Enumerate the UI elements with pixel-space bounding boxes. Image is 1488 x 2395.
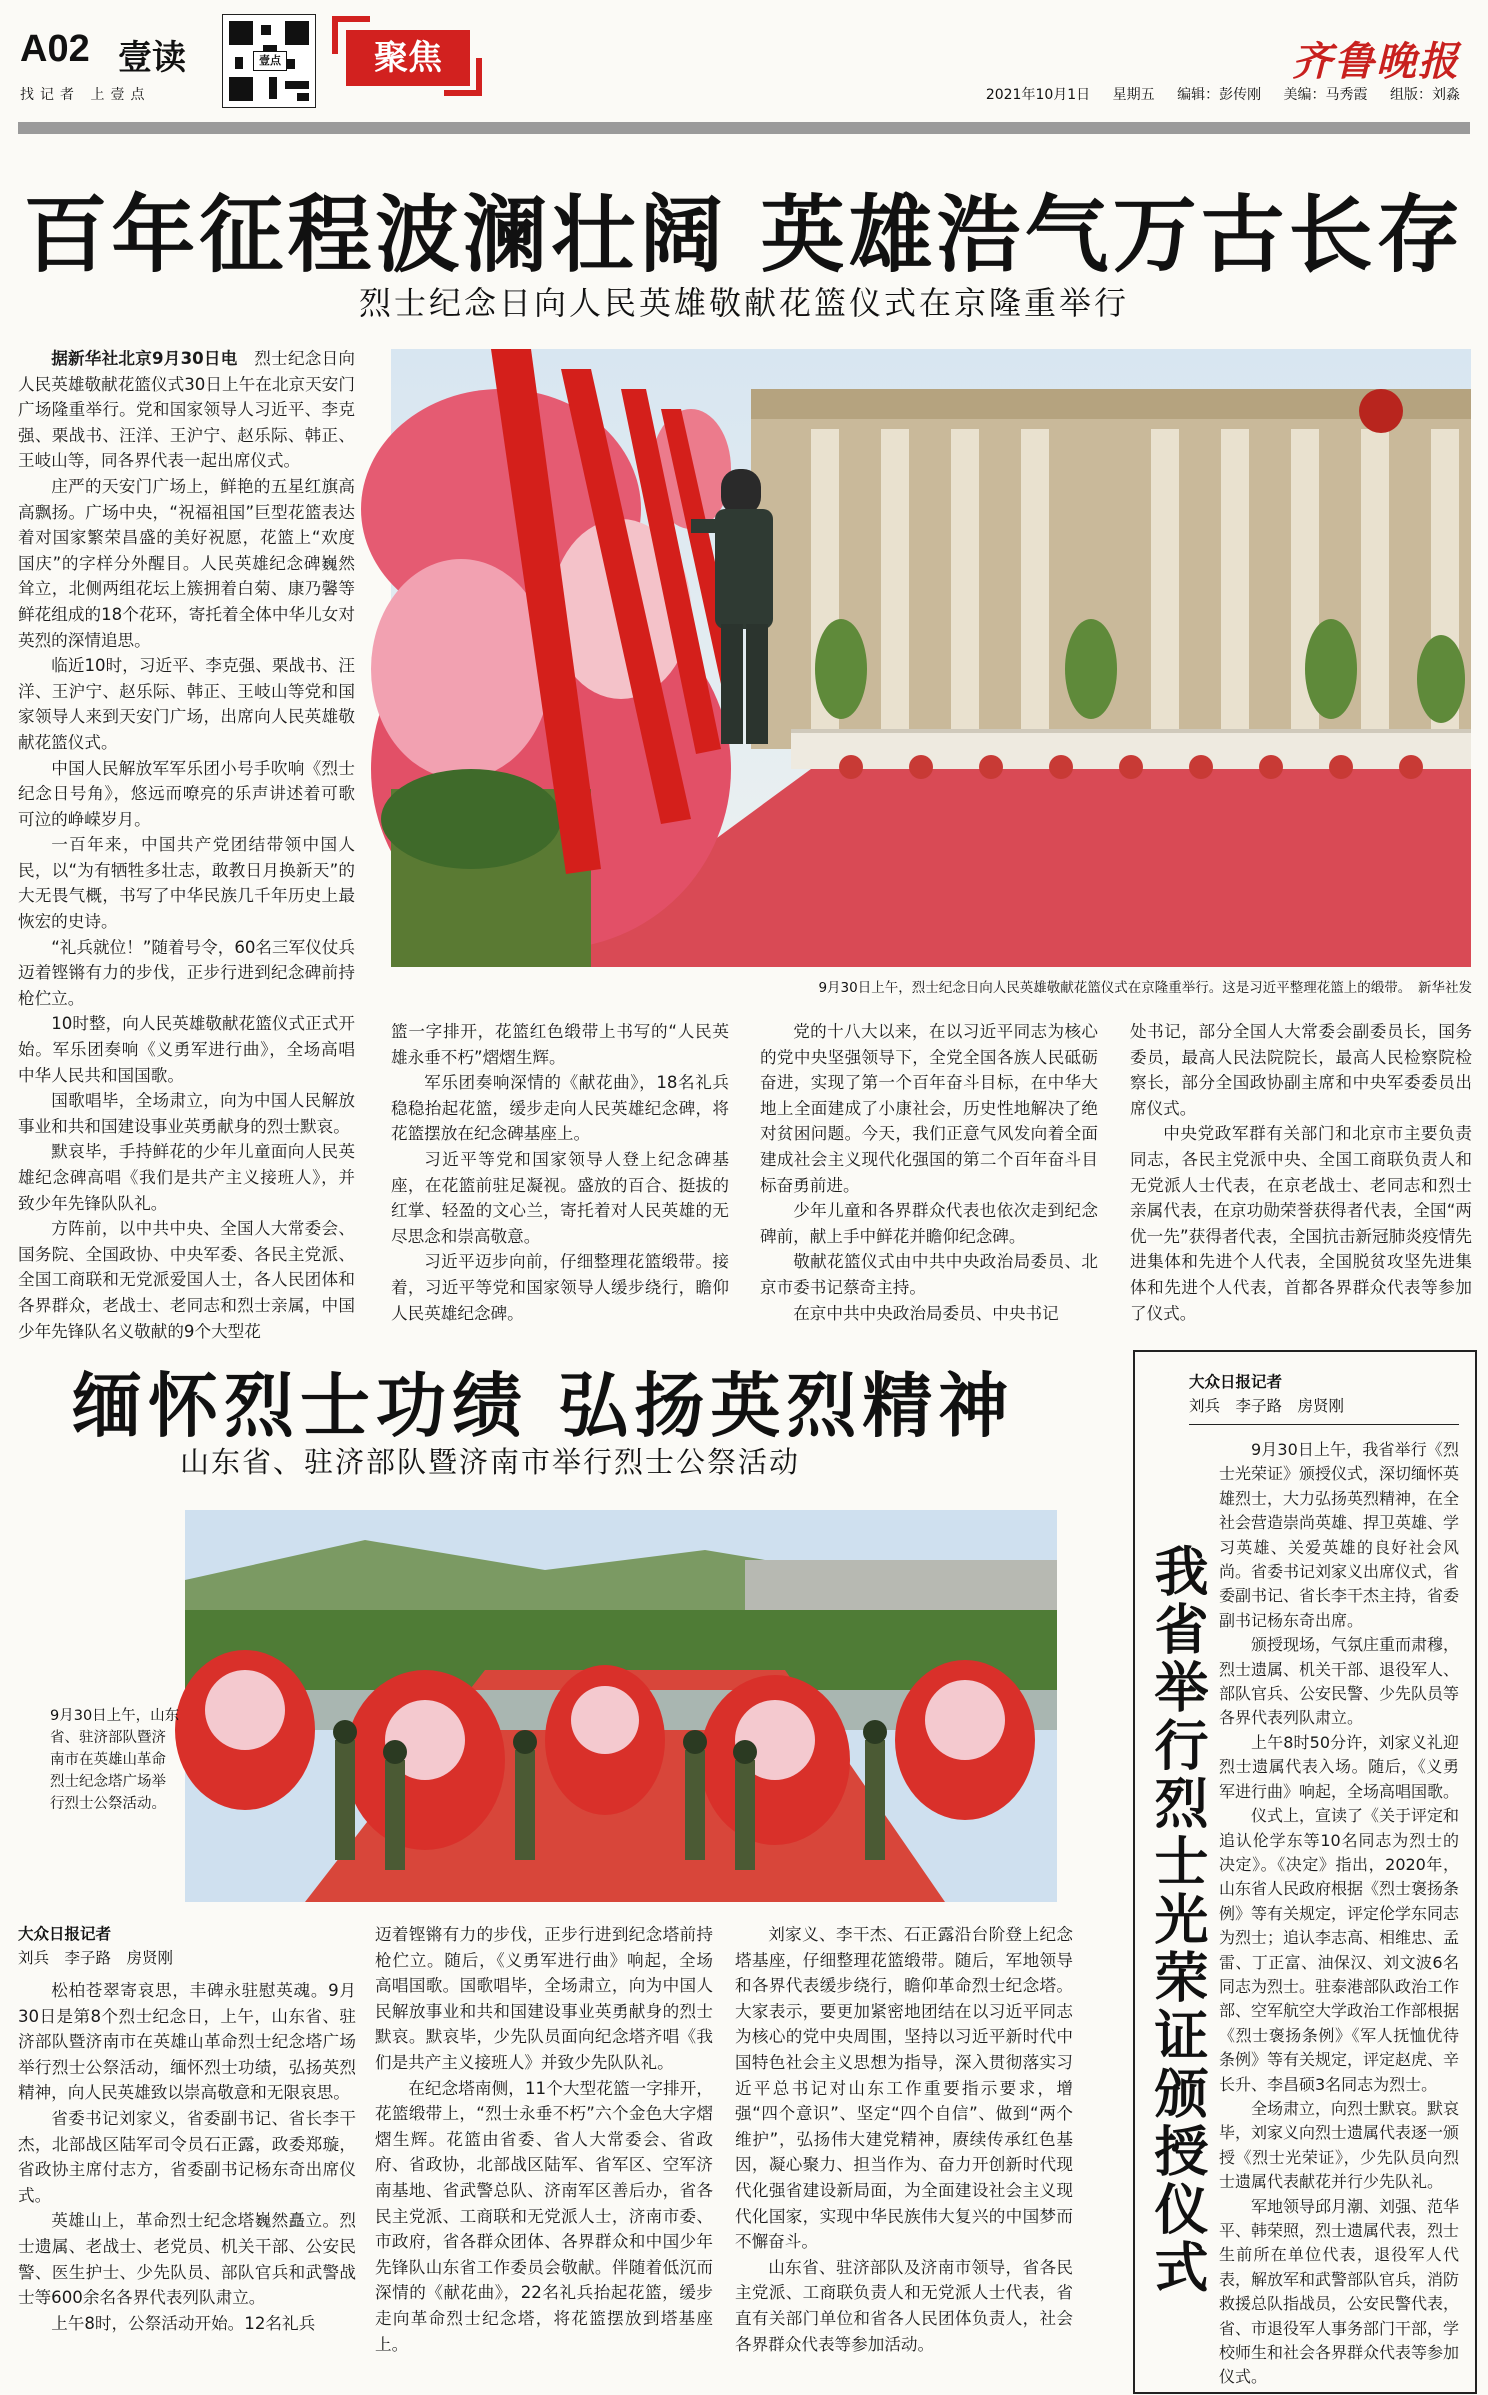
paragraph: 山东省、驻济部队及济南市领导，省各民主党派、工商联负责人和无党派人士代表，省直有关部门单位和省各人民团体负责人，社会各界群众代表等参加活动。	[735, 2257, 1073, 2354]
paragraph: 松柏苍翠寄哀思，丰碑永驻慰英魂。9月30日是第8个烈士纪念日，上午，山东省、驻济部队暨济南市在英雄山革命烈士纪念塔广场举行烈士公祭活动，缅怀烈士功绩，弘扬英烈精神，向人民英雄致以崇高敬意和无限哀思。	[18, 1981, 356, 2103]
article1-column-4	[1130, 1019, 1472, 1323]
paragraph: 习近平迈步向前，仔细整理花篮缎带。接着，习近平等党和国家领导人缓步绕行，瞻仰人民英雄纪念碑。	[391, 1252, 729, 1323]
paragraph: 方阵前，以中共中央、全国人大常委会、国务院、全国政协、中央军委、各民主党派、全国工商联和无党派爱国人士，各人民团体和各界群众，老战士、老同志和烈士亲属，中国少年先锋队名义敬献的9个大型花	[18, 1219, 355, 1341]
paragraph: 在京中共中央政治局委员、中央书记	[793, 1303, 1059, 1323]
reporter-label: 大众日报记者	[18, 1925, 112, 1943]
page-number: A02	[20, 28, 90, 70]
editor-credit: 编辑：彭传刚	[1177, 87, 1262, 103]
reporter-label: 大众日报记者	[1189, 1373, 1283, 1391]
paragraph: 少年儿童和各界群众代表也依次走到纪念碑前，献上手中鲜花并瞻仰纪念碑。	[760, 1201, 1098, 1246]
second-photo-caption: 9月30日上午，山东省、驻济部队暨济南市在英雄山革命烈士纪念塔广场举行烈士公祭活动。	[50, 1708, 180, 1812]
section-tag-label: 聚焦	[346, 30, 470, 86]
second-photo	[185, 1510, 1057, 1902]
reporter-names: 刘兵 李子路 房贤刚	[1189, 1397, 1345, 1415]
sidebar-body	[1219, 1438, 1460, 2387]
main-subhead: 烈士纪念日向人民英雄敬献花篮仪式在京隆重举行	[358, 284, 1129, 322]
paragraph: 全场肃立，向烈士默哀。默哀毕，刘家义向烈士遗属代表逐一颁授《烈士光荣证》，少先队员向烈士遗属代表献花并行少先队礼。	[1219, 2098, 1460, 2192]
paragraph: 国歌唱毕，全场肃立，向为中国人民解放事业和共和国建设事业英勇献身的烈士默哀。	[18, 1091, 355, 1136]
issue-weekday: 星期五	[1112, 87, 1155, 103]
header-rule	[18, 122, 1470, 134]
slogan: 找记者 上壹点	[20, 87, 151, 103]
article2-byline	[18, 1922, 173, 1970]
designer-credit: 美编：马秀霞	[1283, 87, 1368, 103]
proof-credit: 组版：刘淼	[1390, 87, 1460, 103]
second-subhead: 山东省、驻济部队暨济南市举行烈士公祭活动	[180, 1445, 801, 1479]
paragraph: 烈士纪念日向人民英雄敬献花篮仪式30日上午在北京天安门广场隆重举行。党和国家领导人习近平、李克强、栗战书、汪洋、王沪宁、赵乐际、韩正、王岐山等，同各界代表一起出席仪式。	[18, 349, 356, 471]
article1-column-2	[391, 1019, 729, 1323]
paragraph: 迈着铿锵有力的步伐，正步行进到纪念塔前持枪伫立。随后，《义勇军进行曲》响起，全场高唱国歌。国歌唱毕，全场肃立，向为中国人民解放事业和共和国建设事业英勇献身的烈士默哀。默哀毕，少先队员面向纪念塔齐唱《我们是共产主义接班人》并致少先队队礼。	[375, 1925, 713, 2072]
paragraph: 党的十八大以来，在以习近平同志为核心的党中央坚强领导下，全党全国各族人民砥砺奋进，实现了第一个百年奋斗目标，在中华大地上全面建成了小康社会，历史性地解决了绝对贫困问题。今天，我们正意气风发向着全面建成社会主义现代化强国的第二个百年奋斗目标奋勇前进。	[760, 1022, 1098, 1195]
paragraph: 处书记，部分全国人大常委会副委员长，国务委员，最高人民法院院长，最高人民检察院检察长，部分全国政协副主席和中央军委委员出席仪式。	[1130, 1022, 1472, 1118]
article1-column-1	[18, 346, 356, 1341]
newspaper-logo: 齐鲁晚报	[1292, 38, 1460, 85]
divider	[1189, 1424, 1459, 1425]
paragraph: 军地领导邱月潮、刘强、范华平、韩荣照，烈士遗属代表，烈士生前所在单位代表，退役军人代表，解放军和武警部队官兵，消防救援总队指战员，公安民警代表，省、市退役军人事务部门干部，学校师生和社会各界群众代表等参加仪式。	[1219, 2196, 1460, 2387]
qr-label: 壹点	[253, 51, 287, 71]
issue-meta	[968, 84, 1460, 104]
paragraph: 仪式上，宣读了《关于评定和追认伦学东等10名同志为烈士的决定》。《决定》指出，2020年，山东省人民政府根据《烈士褒扬条例》等有关规定，评定伦学东同志为烈士；追认李志高、相维忠、孟雷、丁正富、油保汉、刘文波6名同志为烈士。驻泰港部队政治工作部、空军航空大学政治工作部根据《烈士褒扬条例》《军人抚恤优待条例》等有关规定，评定赵虎、辛长升、李昌硕3名同志为烈士。	[1219, 1806, 1460, 2094]
dateline: 据新华社北京9月30日电	[51, 349, 238, 368]
paragraph: “礼兵就位！”随着号令，60名三军仪仗兵迈着铿锵有力的步伐，正步行进到纪念碑前持枪伫立。	[18, 937, 355, 1008]
paragraph: 中国人民解放军军乐团小号手吹响《烈士纪念日号角》，悠远而嘹亮的乐声讲述着可歌可泣的峥嵘岁月。	[18, 758, 355, 829]
paragraph: 默哀毕，手持鲜花的少年儿童面向人民英雄纪念碑高唱《我们是共产主义接班人》，并致少年先锋队队礼。	[18, 1142, 355, 1213]
article1-column-3	[760, 1019, 1098, 1323]
sidebar-headline: 我省举行烈士光荣证颁授仪式	[1146, 1543, 1209, 2297]
paragraph: 篮一字排开，花篮红色缎带上书写的“人民英雄永垂不朽”熠熠生辉。	[391, 1022, 729, 1067]
article2-column-1	[18, 1978, 356, 2383]
section-tag	[332, 16, 482, 88]
section-name: 壹读	[118, 38, 186, 78]
paragraph: 颁授现场，气氛庄重而肃穆，烈士遗属、机关干部、退役军人、部队官兵、公安民警、少先队员等各界代表列队肃立。	[1219, 1635, 1460, 1728]
paragraph: 军乐团奏响深情的《献花曲》，18名礼兵稳稳抬起花篮，缓步走向人民英雄纪念碑，将花篮摆放在纪念碑基座上。	[391, 1073, 729, 1144]
main-headline: 百年征程波澜壮阔 英雄浩气万古长存	[23, 186, 1465, 284]
paragraph: 庄严的天安门广场上，鲜艳的五星红旗高高飘扬。广场中央，“祝福祖国”巨型花篮表达着对国家繁荣昌盛的美好祝愿，花篮上“欢度国庆”的字样分外醒目。人民英雄纪念碑巍然耸立，北侧两组花坛上簇拥着白菊、康乃馨等鲜花组成的18个花环，寄托着全体中华儿女对英烈的深情追思。	[18, 476, 355, 650]
main-photo-caption: 9月30日上午，烈士纪念日向人民英雄敬献花篮仪式在京隆重举行。这是习近平整理花篮上的缎带。 新华社发	[818, 980, 1472, 996]
paragraph: 英雄山上，革命烈士纪念塔巍然矗立。烈士遗属、老战士、老党员、机关干部、公安民警、医生护士、少先队员、部队官兵和武警战士等600余名各界代表列队肃立。	[18, 2211, 356, 2308]
paragraph: 9月30日上午，我省举行《烈士光荣证》颁授仪式，深切缅怀英雄烈士，大力弘扬英烈精神，在全社会营造崇尚英雄、捍卫英雄、学习英雄、关爱英雄的良好社会风尚。省委书记刘家义出席仪式，省委副书记、省长李干杰主持，省委副书记杨东奇出席。	[1219, 1440, 1460, 1630]
paragraph: 敬献花篮仪式由中共中央政治局委员、北京市委书记蔡奇主持。	[760, 1252, 1098, 1297]
article2-column-2	[375, 1922, 713, 2382]
article2-column-3	[735, 1922, 1073, 2382]
qr-code-icon[interactable]	[222, 14, 316, 108]
paragraph: 上午8时50分许，刘家义礼迎烈士遗属代表入场。随后，《义勇军进行曲》响起，全场高唱国歌。	[1219, 1732, 1460, 1801]
paragraph: 上午8时，公祭活动开始。12名礼兵	[51, 2313, 316, 2333]
paragraph: 省委书记刘家义，省委副书记、省长李干杰，北部战区陆军司令员石正露，政委郑璇，省政协主席付志方，省委副书记杨东奇出席仪式。	[18, 2108, 356, 2205]
issue-date: 2021年10月1日	[985, 87, 1091, 103]
main-photo	[391, 349, 1471, 967]
paragraph: 一百年来，中国共产党团结带领中国人民，以“为有牺牲多壮志，敢教日月换新天”的大无畏气概，书写了中华民族几千年历史上最恢宏的史诗。	[18, 835, 355, 932]
paragraph: 中央党政军群有关部门和北京市主要负责同志，各民主党派中央、全国工商联负责人和无党派人士代表，在京老战士、老同志和烈士亲属代表，在京功勋荣誉获得者代表，全国“两优一先”获得者代表，全国抗击新冠肺炎疫情先进集体和先进个人代表，全国脱贫攻坚先进集体和先进个人代表，首都各界群众代表等参加了仪式。	[1130, 1124, 1472, 1323]
paragraph: 临近10时，习近平、李克强、栗战书、汪洋、王沪宁、赵乐际、韩正、王岐山等党和国家领导人来到天安门广场，出席向人民英雄敬献花篮仪式。	[18, 656, 355, 752]
second-headline: 缅怀烈士功绩 弘扬英烈精神	[72, 1365, 1015, 1447]
paragraph: 10时整，向人民英雄敬献花篮仪式正式开始。军乐团奏响《义勇军进行曲》，全场高唱中华人民共和国国歌。	[18, 1014, 355, 1085]
paragraph: 在纪念塔南侧，11个大型花篮一字排开，花篮缎带上，“烈士永垂不朽”六个金色大字熠熠生辉。花篮由省委、省人大常委会、省政府、省政协，北部战区陆军、省军区、空军济南基地、省武警总队、济南军区善后办，省各民主党派、工商联和无党派人士，济南市委、市政府，省各群众团体、各界群众和中国少年先锋队山东省工作委员会敬献。伴随着低沉而深情的《献花曲》，22名礼兵抬起花篮，缓步走向革命烈士纪念塔，将花篮摆放到塔基座上。	[375, 2078, 713, 2354]
paragraph: 习近平等党和国家领导人登上纪念碑基座，在花篮前驻足凝视。盛放的百合、挺拔的红掌、轻盈的文心兰，寄托着对人民英雄的无尽思念和崇高敬意。	[391, 1149, 729, 1246]
sidebar-byline	[1189, 1370, 1344, 1418]
paragraph: 刘家义、李干杰、石正露沿台阶登上纪念塔基座，仔细整理花篮缎带。随后，军地领导和各界代表缓步绕行，瞻仰革命烈士纪念塔。大家表示，要更加紧密地团结在以习近平同志为核心的党中央周围，坚持以习近平新时代中国特色社会主义思想为指导，深入贯彻落实习近平总书记对山东工作重要指示要求，增强“四个意识”、坚定“四个自信”、做到“两个维护”，弘扬伟大建党精神，赓续传承红色基因，凝心聚力、担当作为、奋力开创新时代现代化强省建设新局面，为全面建设社会主义现代化国家，实现中华民族伟大复兴的中国梦而不懈奋斗。	[735, 1925, 1073, 2252]
sidebar-article	[1133, 1350, 1477, 2394]
reporter-names: 刘兵 李子路 房贤刚	[18, 1949, 174, 1967]
